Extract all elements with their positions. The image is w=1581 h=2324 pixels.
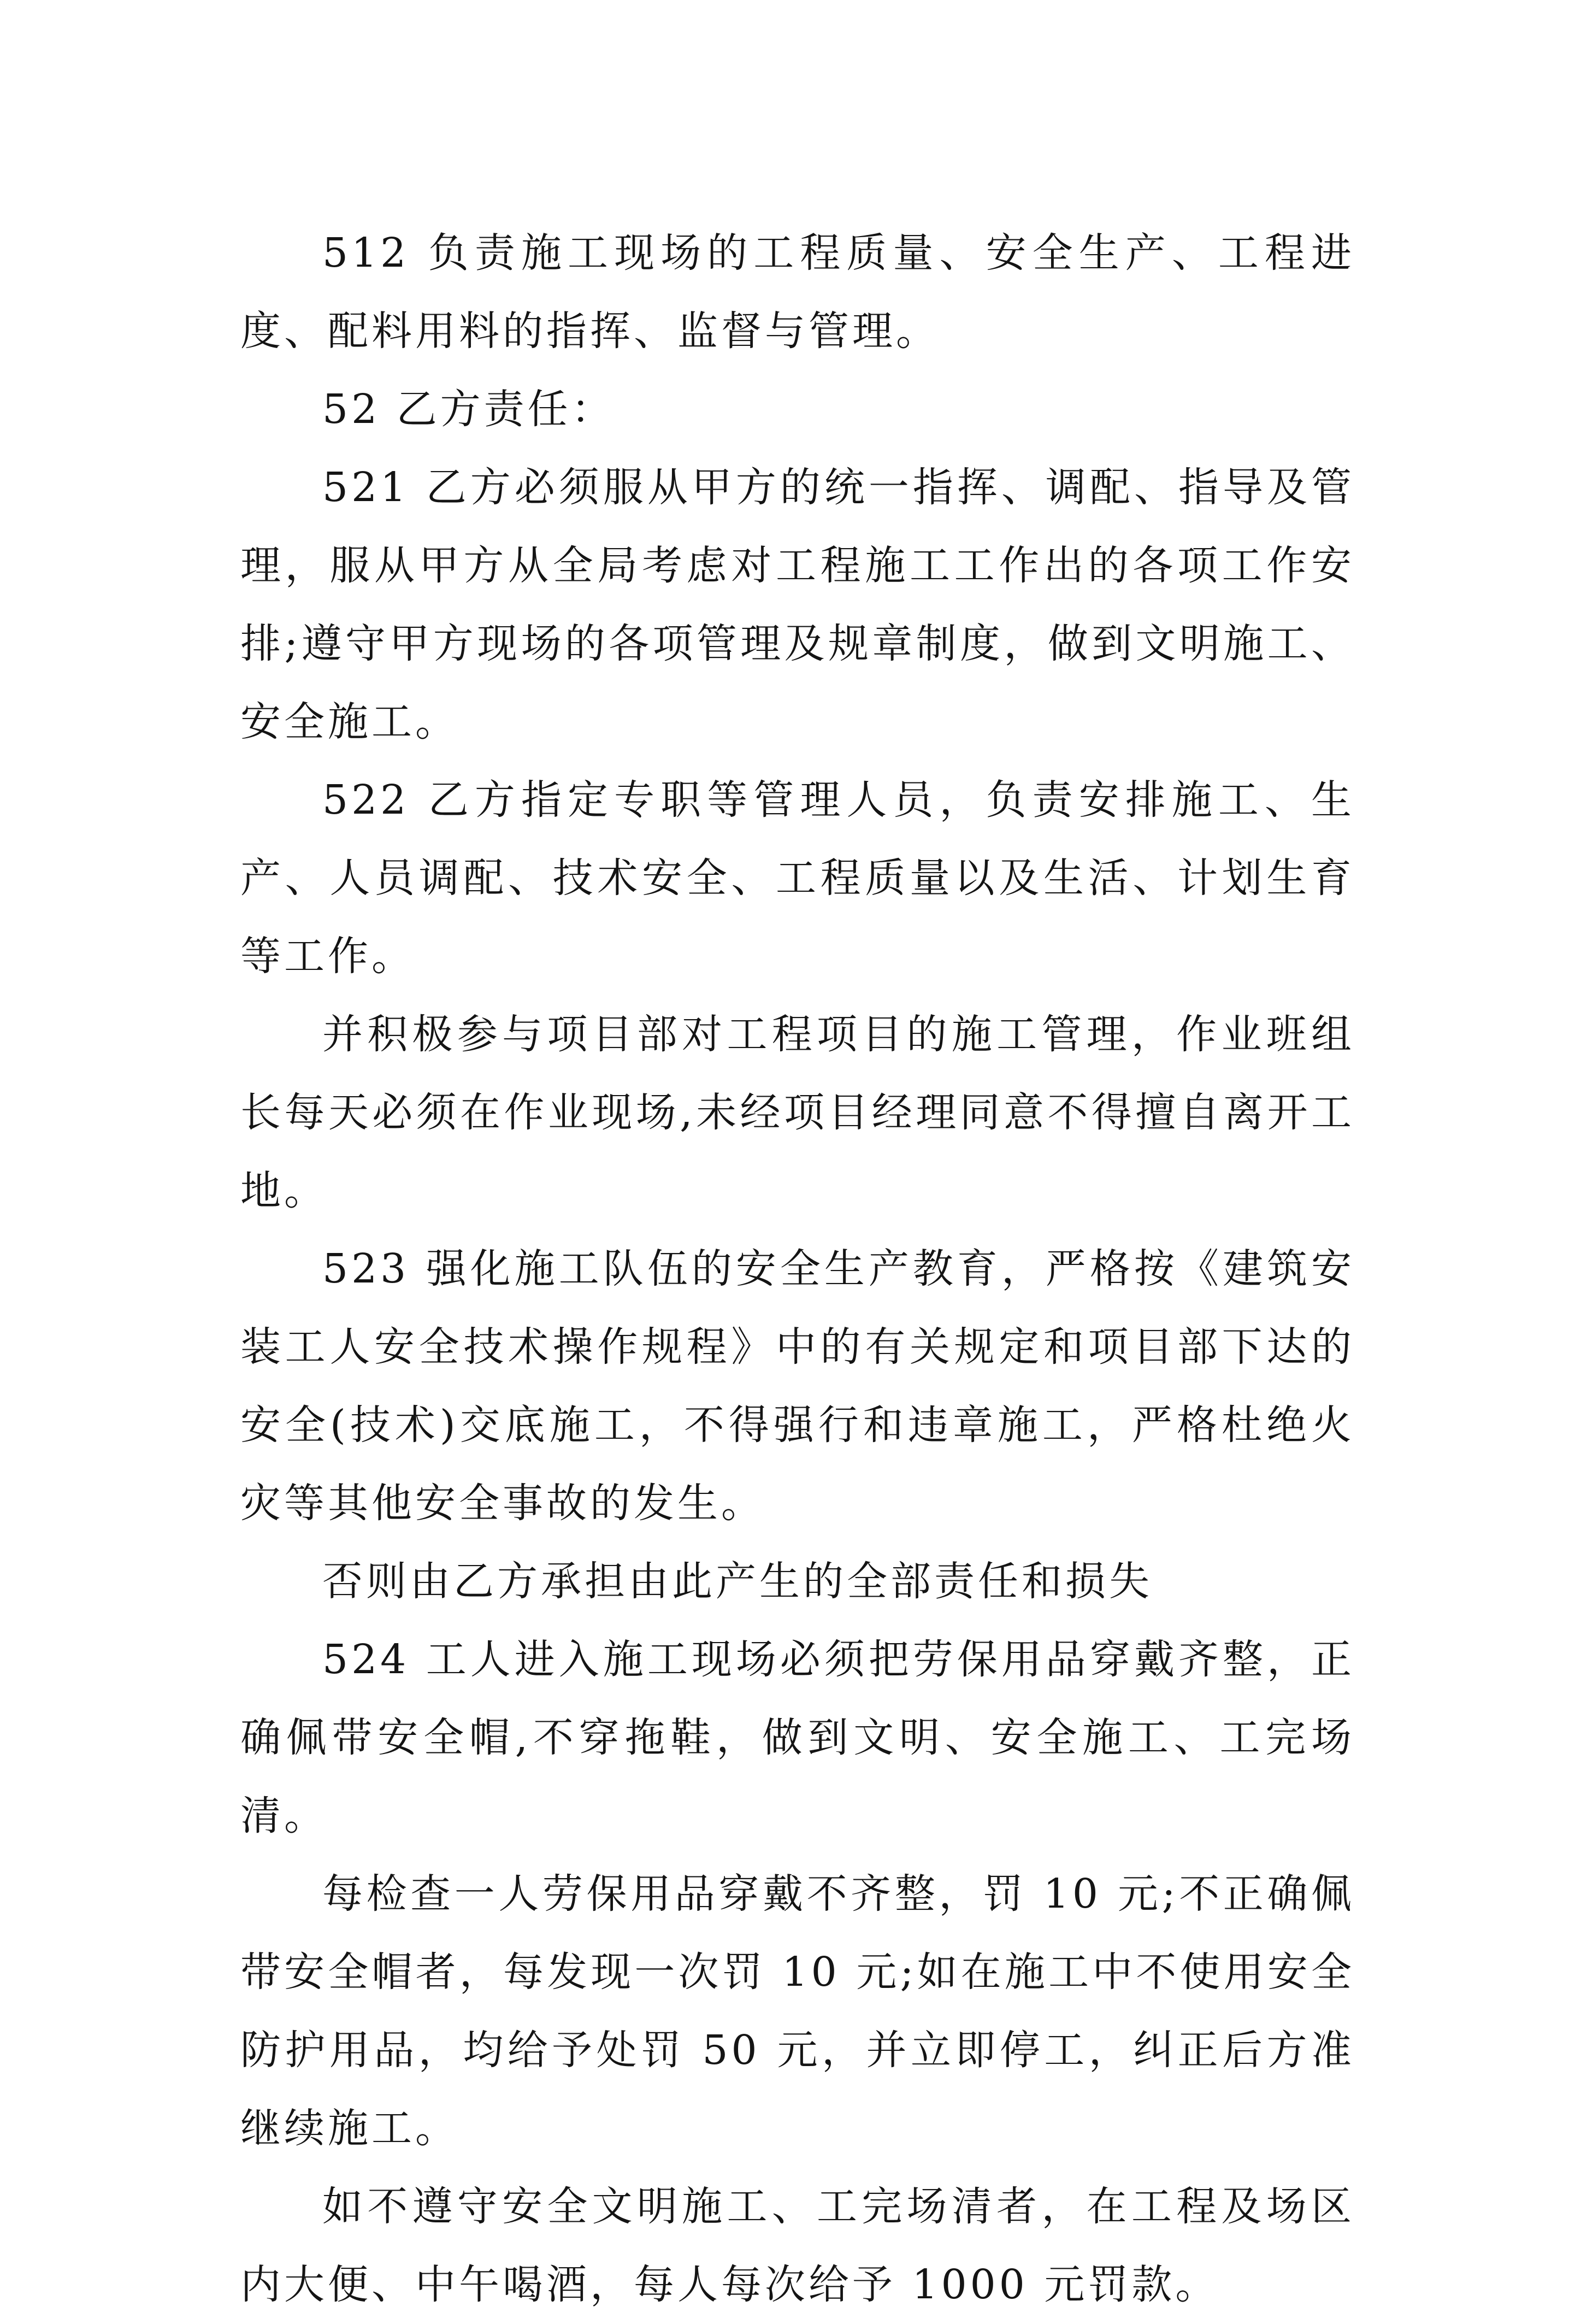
document-body — [240, 214, 1355, 2324]
paragraph-524-fines: 如不遵守安全文明施工、工完场清者，在工程及场区内大便、中午喝酒，每人每次给予 1000 元罚款。 — [240, 2183, 1355, 2308]
paragraph-522-continued: 并积极参与项目部对工程项目的施工管理，作业班组长每天必须在作业现场,未经项目经理同意不得擅自离开工地。 — [240, 1011, 1355, 1214]
paragraph-524-penalties: 每检查一人劳保用品穿戴不齐整，罚 10 元;不正确佩带安全帽者，每发现一次罚 10 元;如在施工中不使用安全防护用品，均给予处罚 50 元，并立即停工，纠正后方准继续施工。 — [240, 1870, 1355, 2152]
paragraph-512: 512 负责施工现场的工程质量、安全生产、工程进度、配料用料的指挥、监督与管理。 — [240, 230, 1355, 355]
paragraph-523-continued: 否则由乙方承担由此产生的全部责任和损失 — [322, 1558, 1153, 1605]
paragraph-523: 523 强化施工队伍的安全生产教育，严格按《建筑安装工人安全技术操作规程》中的有关规定和项目部下达的安全(技术)交底施工，不得强行和违章施工，严格杜绝火灾等其他安全事故的发生。 — [240, 1245, 1355, 1527]
paragraph-522: 522 乙方指定专职等管理人员，负责安排施工、生产、人员调配、技术安全、工程质量以及生活、计划生育等工作。 — [240, 776, 1355, 980]
paragraph-524: 524 工人进入施工现场必须把劳保用品穿戴齐整，正确佩带安全帽,不穿拖鞋，做到文明、安全施工、工完场清。 — [240, 1636, 1355, 1839]
paragraph-521: 521 乙方必须服从甲方的统一指挥、调配、指导及管理，服从甲方从全局考虑对工程施工工作出的各项工作安排;遵守甲方现场的各项管理及规章制度，做到文明施工、安全施工。 — [240, 464, 1355, 745]
paragraph-52-heading: 52 乙方责任： — [322, 386, 615, 433]
